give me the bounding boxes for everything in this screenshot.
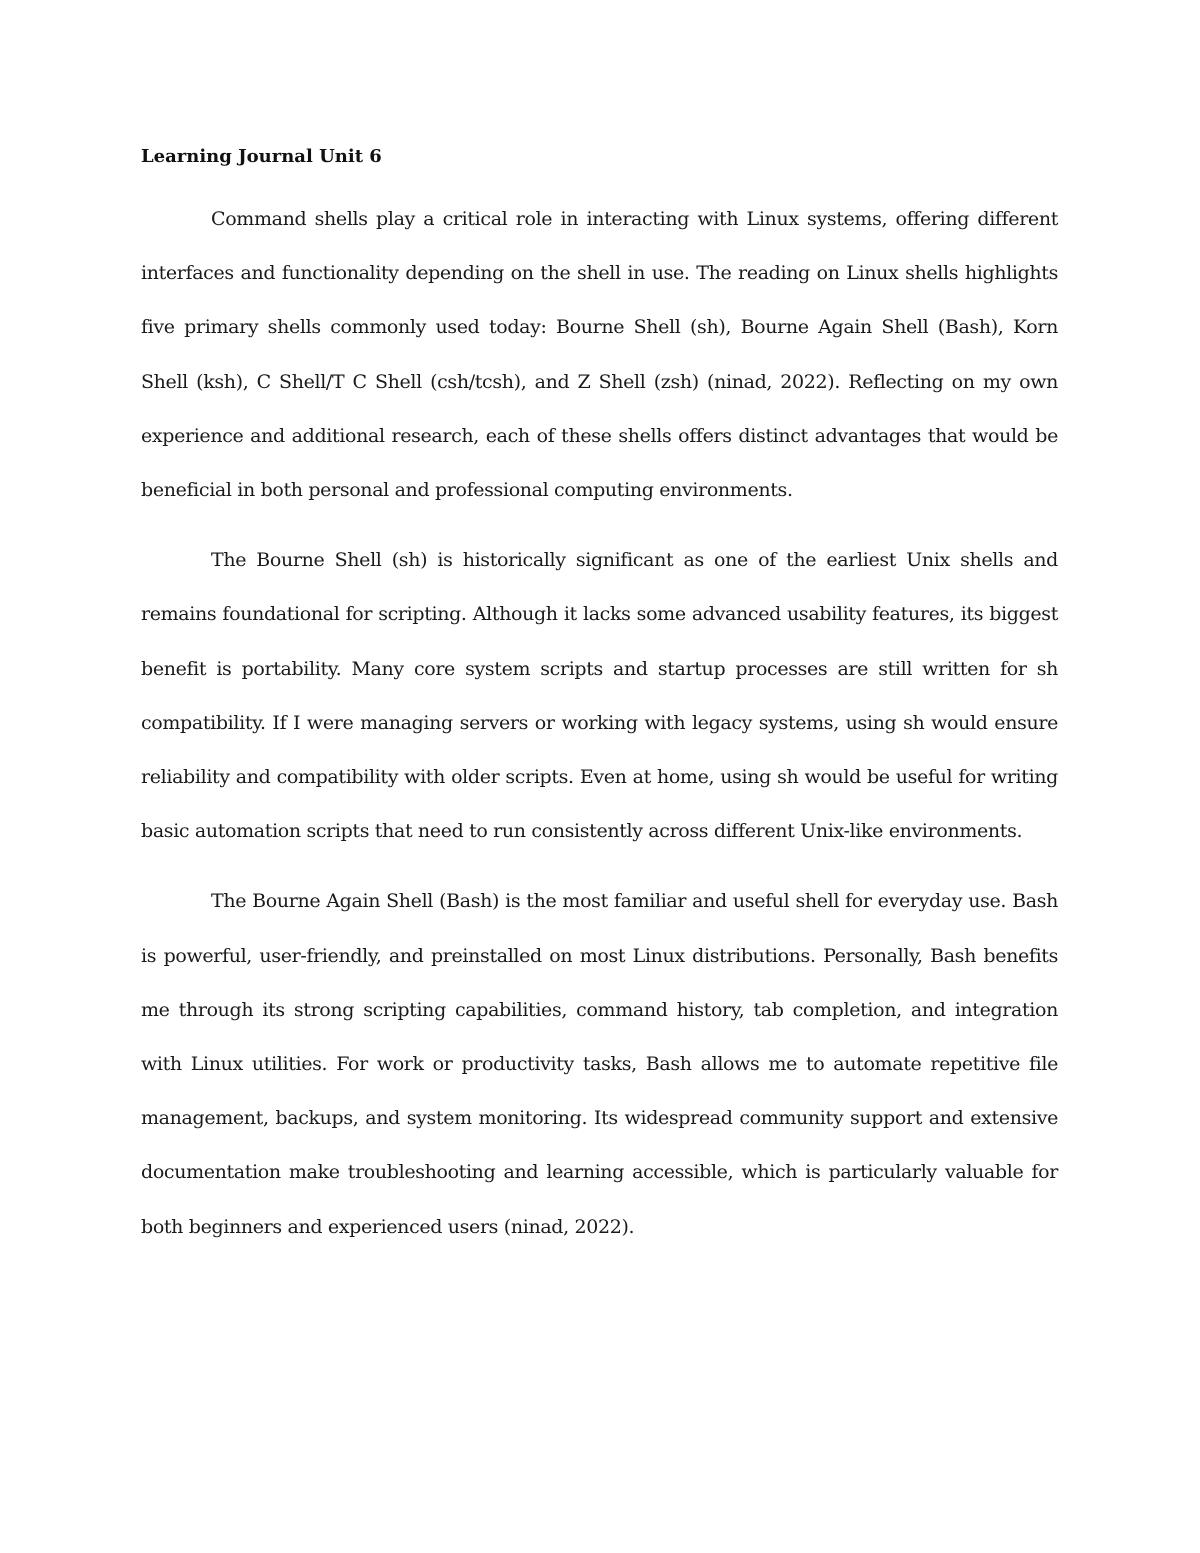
paragraph-bash: The Bourne Again Shell (Bash) is the most familiar and useful shell for everyday use. Bash is powerful, user-friendly, and preinstalled on most Linux distributions. Personally, Bash benefits me through its strong scripting capabilities, command history, tab completion, and integration with Linux utilities. For work or productivity tasks, Bash allows me to automate repetitive file management, backups, and system monitoring. Its widespread community support and extensive documentation make troubleshooting and learning accessible, which is particularly valuable for both beginners and experienced users (ninad, 2022). (141, 890, 1058, 1238)
paragraph-bourne-shell: The Bourne Shell (sh) is historically significant as one of the earliest Unix shells and remains foundational for scripting. Although it lacks some advanced usability features, its biggest benefit is portability. Many core system scripts and startup processes are still written for sh compatibility. If I were managing servers or working with legacy systems, using sh would ensure reliability and compatibility with older scripts. Even at home, using sh would be useful for writing basic automation scripts that need to run consistently across different Unix-like environments. (141, 549, 1058, 843)
document-body (141, 140, 1058, 1270)
document-title: Learning Journal Unit 6 (141, 146, 382, 167)
paragraph-intro: Command shells play a critical role in interacting with Linux systems, offering different interfaces and functionality depending on the shell in use. The reading on Linux shells highlights five primary shells commonly used today: Bourne Shell (sh), Bourne Again Shell (Bash), Korn Shell (ksh), C Shell/T C Shell (csh/tcsh), and Z Shell (zsh) (ninad, 2022). Reflecting on my own experience and additional research, each of these shells offers distinct advantages that would be beneficial in both personal and professional computing environments. (141, 208, 1058, 502)
